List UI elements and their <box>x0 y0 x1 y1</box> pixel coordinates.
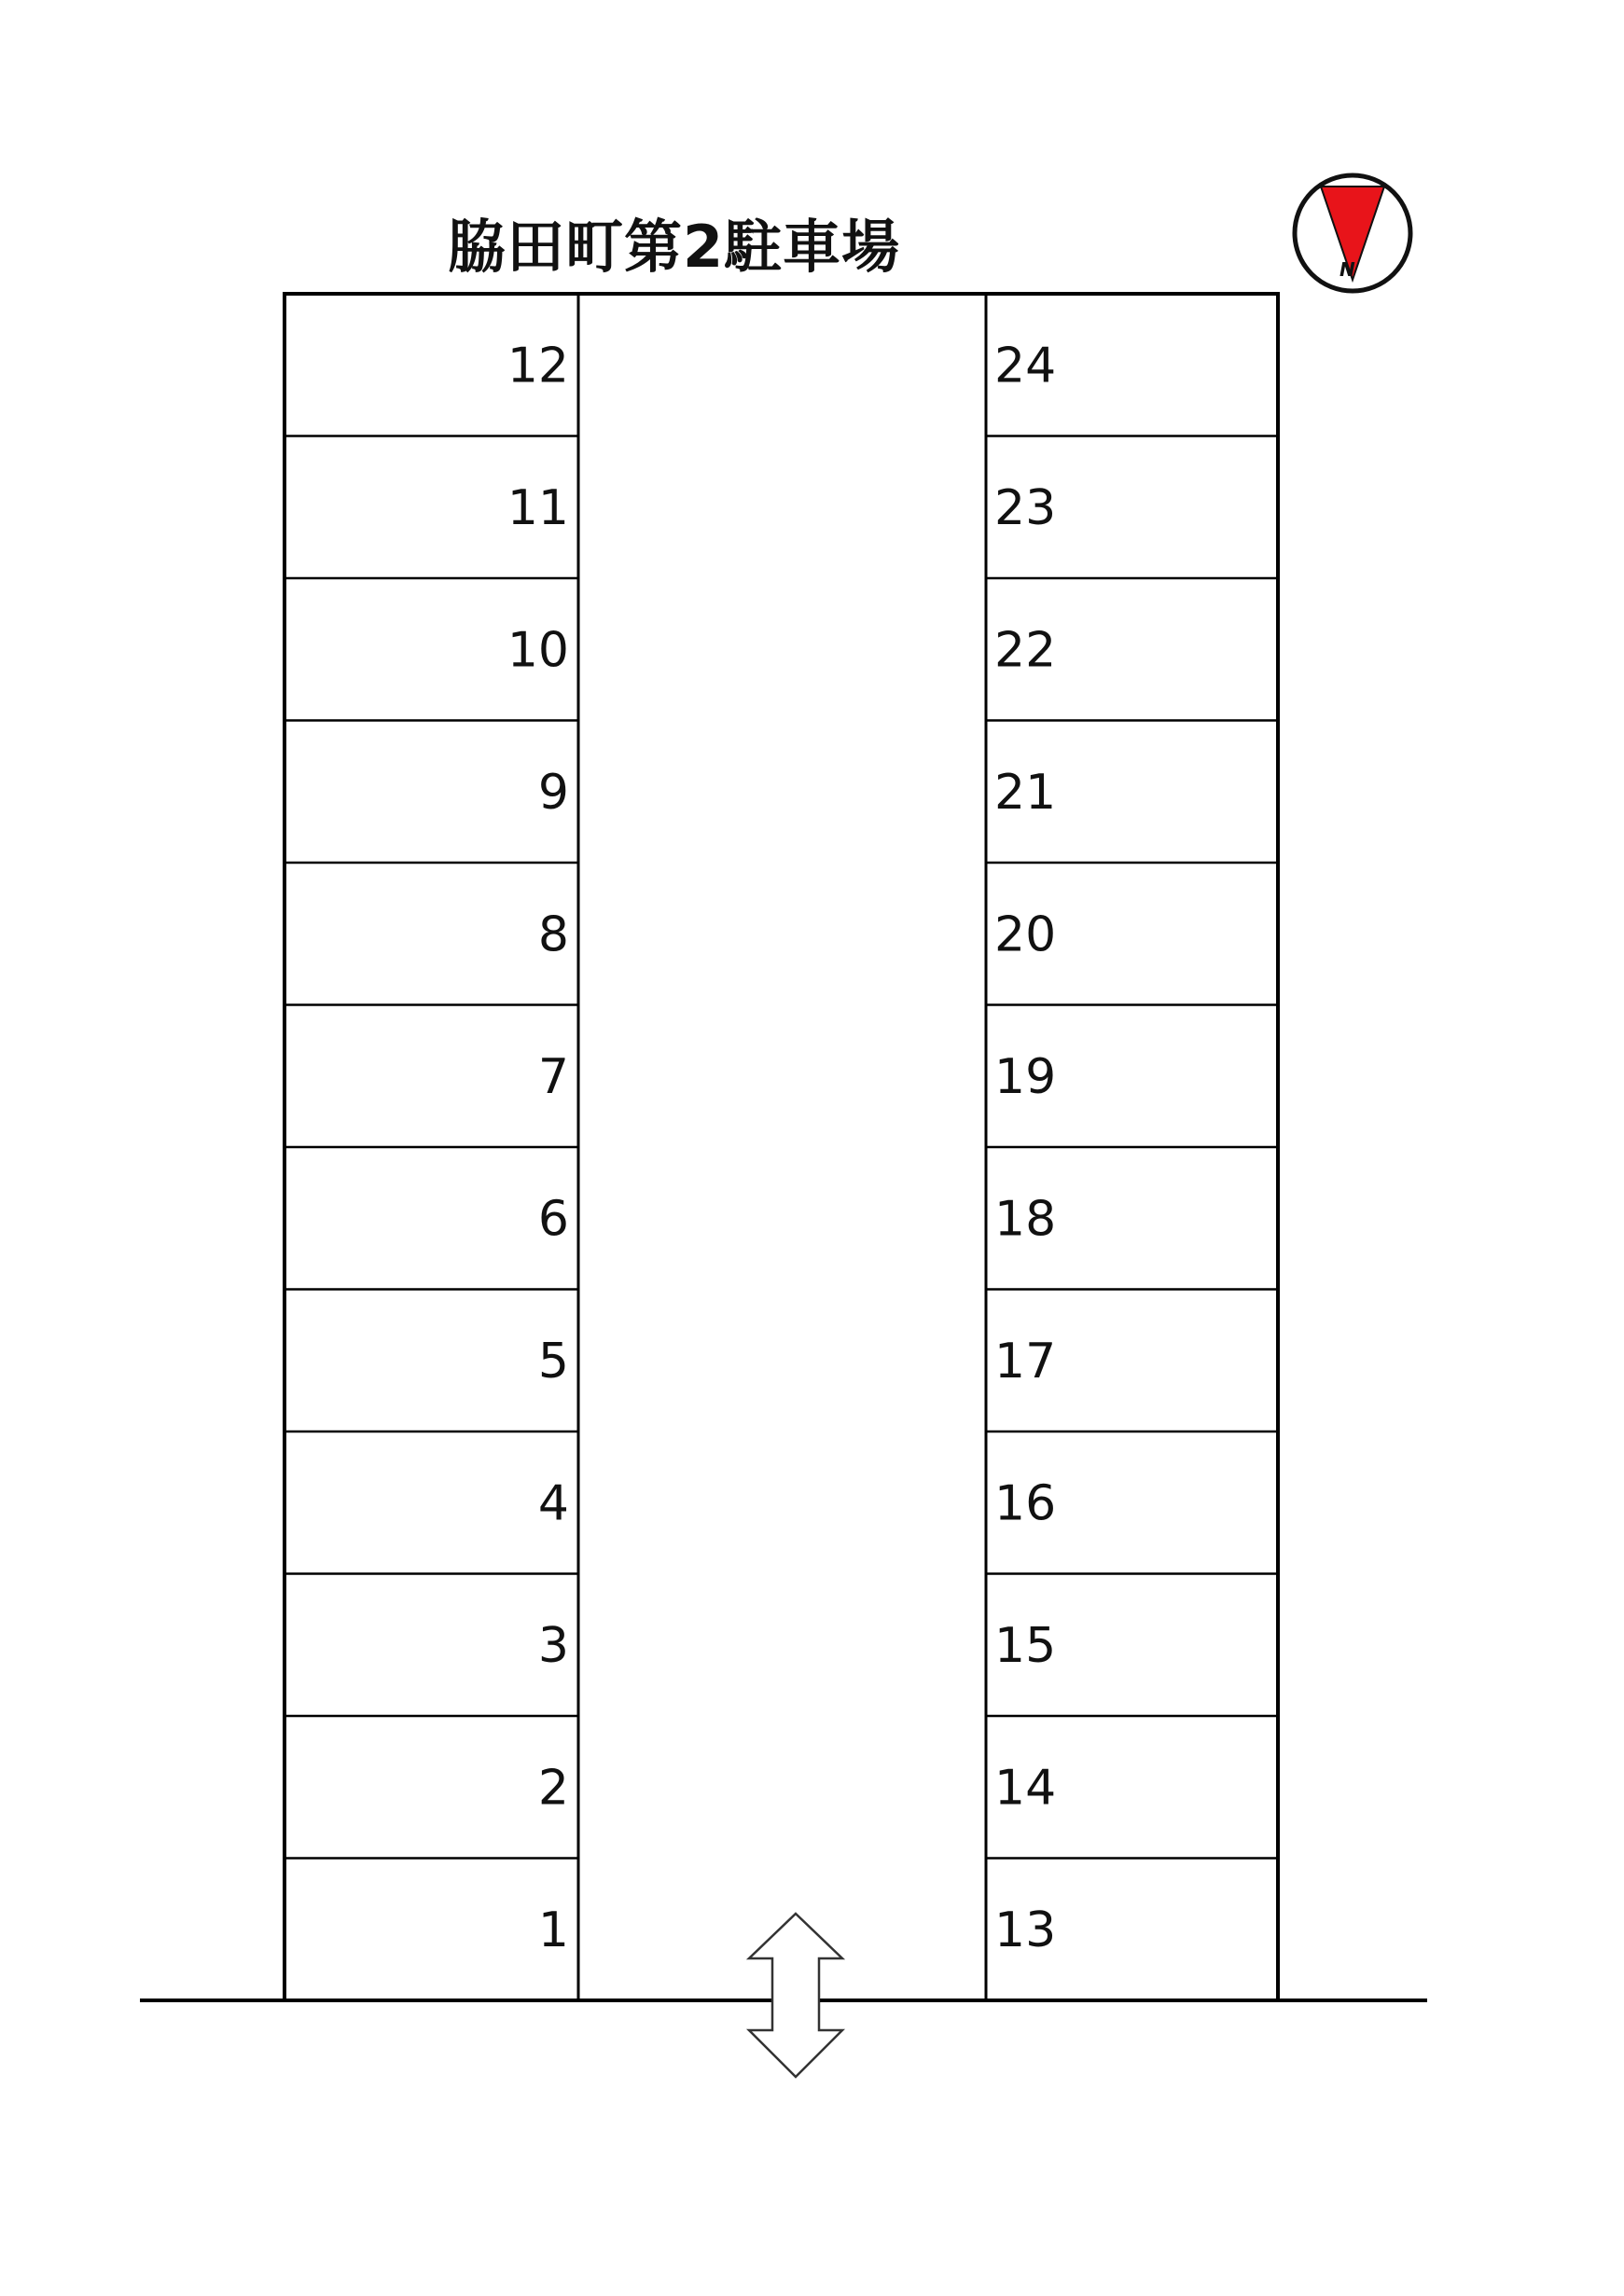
lot-title: 脇田町第2駐車場 <box>448 213 901 281</box>
stall-number-13: 13 <box>994 1902 1057 1958</box>
north-label: N <box>1339 258 1355 281</box>
stall-number-24: 24 <box>994 338 1057 394</box>
north-compass-icon <box>1295 175 1410 291</box>
stall-number-16: 16 <box>994 1475 1057 1532</box>
stall-number-15: 15 <box>994 1617 1057 1674</box>
stall-number-4: 4 <box>537 1475 569 1532</box>
stall-number-7: 7 <box>537 1048 569 1105</box>
stall-number-10: 10 <box>507 622 569 679</box>
stall-number-5: 5 <box>537 1333 569 1390</box>
stall-number-9: 9 <box>537 764 569 821</box>
stall-number-21: 21 <box>994 764 1057 821</box>
stall-number-12: 12 <box>507 338 569 394</box>
stall-number-8: 8 <box>537 906 569 963</box>
left-stall-group <box>285 338 578 1958</box>
stall-number-22: 22 <box>994 622 1057 679</box>
stall-number-1: 1 <box>537 1902 569 1958</box>
double-arrow-icon <box>749 1914 842 2077</box>
right-stall-group <box>986 338 1278 1958</box>
stall-number-18: 18 <box>994 1191 1057 1248</box>
stall-number-20: 20 <box>994 906 1057 963</box>
stall-number-19: 19 <box>994 1048 1057 1105</box>
stall-number-3: 3 <box>537 1617 569 1674</box>
stall-number-23: 23 <box>994 479 1057 536</box>
stall-number-17: 17 <box>994 1333 1057 1390</box>
stall-number-14: 14 <box>994 1760 1057 1817</box>
stall-number-11: 11 <box>507 479 569 536</box>
stall-number-6: 6 <box>537 1191 569 1248</box>
stall-number-2: 2 <box>537 1760 569 1817</box>
